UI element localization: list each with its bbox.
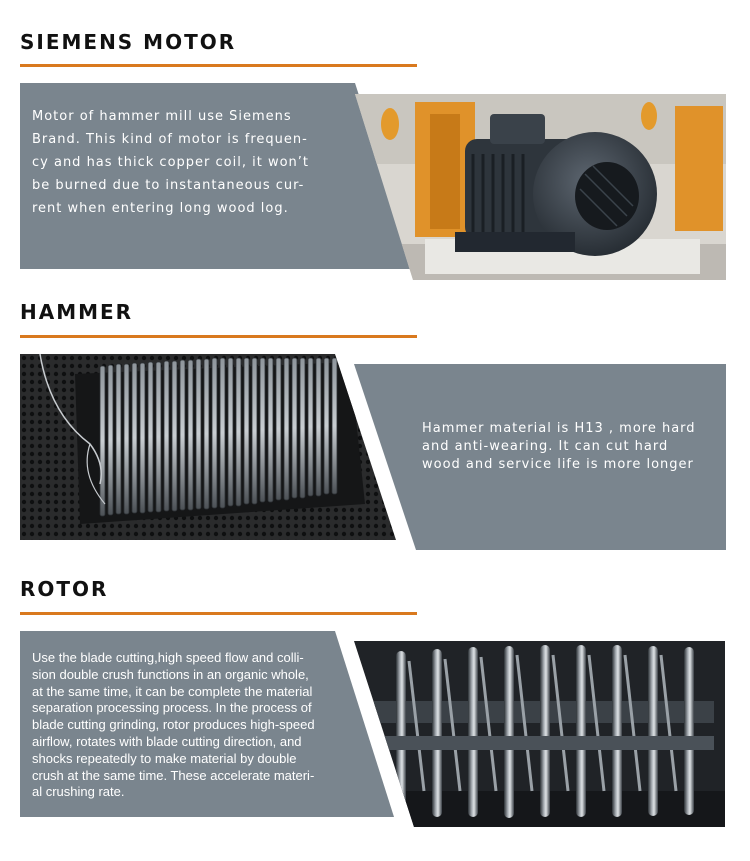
motor-line: cy and has thick copper coil, it won’t: [32, 155, 309, 170]
rotor-line: separation processing process. In the process of: [32, 700, 312, 716]
rotor-line: at the same time, it can be complete the material: [32, 683, 313, 699]
rotor-description: [32, 650, 315, 801]
hammer-description: [422, 420, 696, 474]
rotor-line: shocks repeatedly to make material by double: [32, 750, 297, 766]
motor-description: [32, 105, 309, 220]
motor-line: Brand. This kind of motor is frequen-: [32, 132, 308, 147]
hammer-photo: [20, 354, 396, 540]
section-divider: [20, 335, 417, 338]
motor-line: be burned due to instantaneous cur-: [32, 178, 305, 193]
rotor-line: airflow, rotates with blade cutting direction, and: [32, 733, 302, 749]
rotor-photo: [354, 641, 725, 827]
rotor-line: sion double crush functions in an organic whole,: [32, 666, 309, 682]
section-title-rotor: ROTOR: [20, 577, 109, 601]
rotor-line: crush at the same time. These accelerate materi-: [32, 767, 315, 783]
hammer-line: Hammer material is H13 , more hard: [422, 421, 696, 436]
section-title-siemens-motor: SIEMENS MOTOR: [20, 30, 237, 54]
hammer-line: and anti-wearing. It can cut hard: [422, 439, 669, 454]
rotor-line: al crushing rate.: [32, 784, 125, 800]
hammer-line: wood and service life is more longer: [422, 457, 694, 472]
motor-line: Motor of hammer mill use Siemens: [32, 109, 292, 124]
motor-line: rent when entering long wood log.: [32, 201, 289, 216]
section-divider: [20, 612, 417, 615]
rotor-line: blade cutting grinding, rotor produces high-speed: [32, 717, 315, 733]
motor-photo: [355, 94, 726, 280]
rotor-line: Use the blade cutting,high speed flow and colli-: [32, 650, 304, 665]
section-divider: [20, 64, 417, 67]
section-title-hammer: HAMMER: [20, 300, 134, 324]
